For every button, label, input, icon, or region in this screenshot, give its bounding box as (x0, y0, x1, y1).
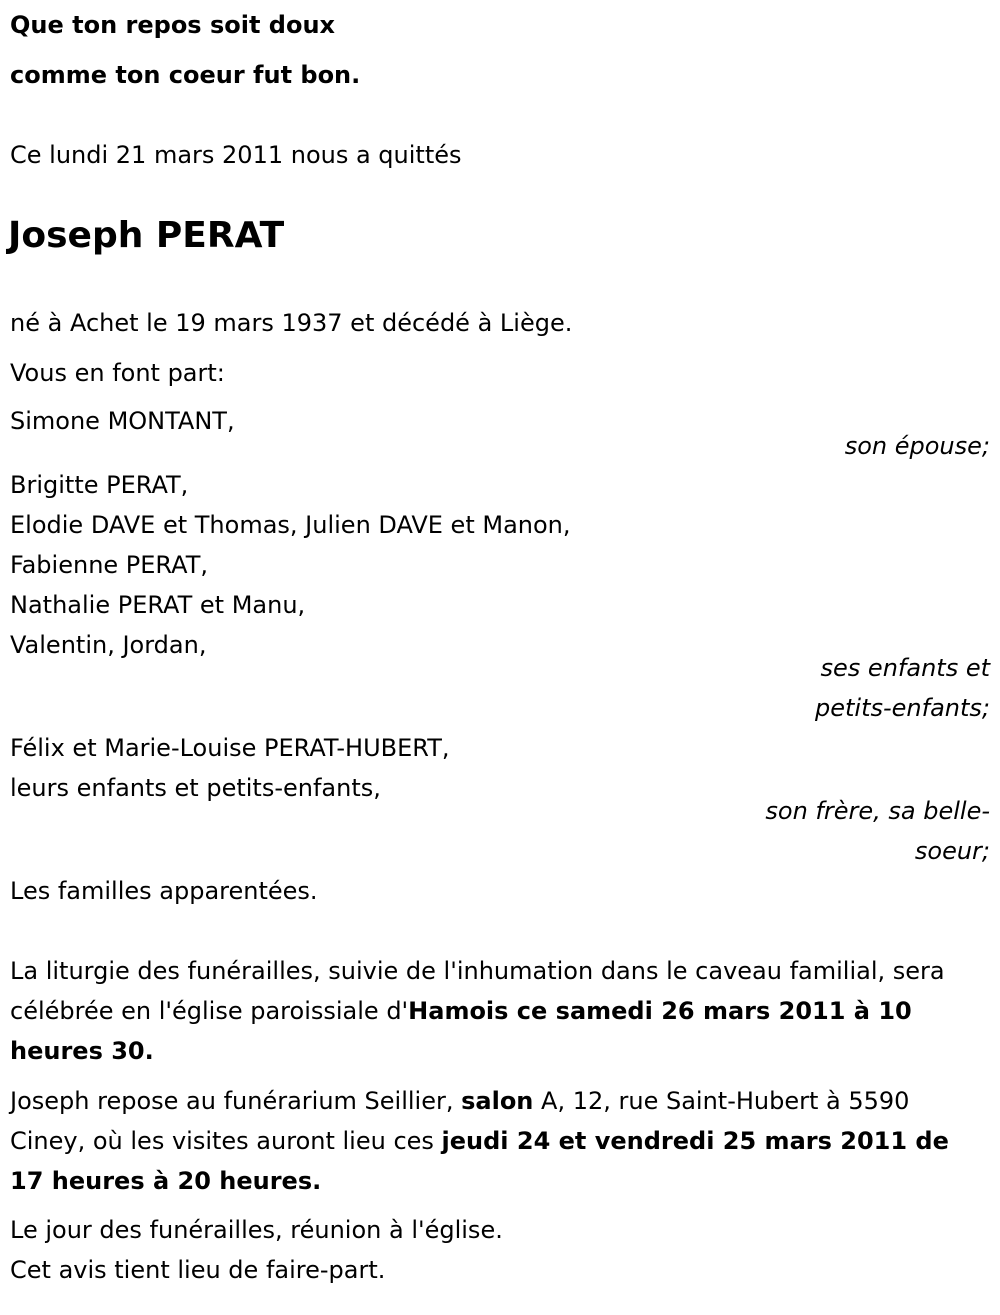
notice-text: Cet avis tient lieu de faire-part. (10, 1256, 386, 1284)
sibling-line: leurs enfants et petits-enfants, (10, 774, 381, 802)
sibling-relation (765, 791, 990, 871)
spouse-name: Simone MONTANT, (10, 407, 235, 435)
sibling-list (10, 728, 450, 808)
children-line: Nathalie PERAT et Manu, (10, 591, 306, 619)
rest-text-1: Joseph repose au funérarium Seillier, (10, 1087, 462, 1115)
children-line: Elodie DAVE et Thomas, Julien DAVE et Manon, (10, 511, 571, 539)
liturgy-text: La liturgie des funérailles, suivie de l'inhumation dans le caveau familial, sera célébrée en l'église paroissiale d' (10, 957, 945, 1025)
motto-line-2: comme ton coeur fut bon. (10, 61, 361, 89)
families-text: Les familles apparentées. (10, 877, 318, 905)
spouse-relation-text: son épouse; (844, 432, 990, 460)
rest-paragraph (10, 1081, 990, 1201)
liturgy-date: Hamois ce samedi 26 mars 2011 à 10 heures 30. (10, 997, 912, 1065)
children-line: Brigitte PERAT, (10, 471, 189, 499)
children-relation-line: ses enfants et (820, 654, 990, 682)
meeting-text: Le jour des funérailles, réunion à l'église. (10, 1216, 503, 1244)
liturgy-paragraph (10, 951, 990, 1071)
motto-line-1: Que ton repos soit doux (10, 11, 336, 39)
sibling-line: Félix et Marie-Louise PERAT-HUBERT, (10, 734, 450, 762)
intro-text: Ce lundi 21 mars 2011 nous a quittés (10, 141, 462, 169)
rest-salon: salon (461, 1087, 534, 1115)
deceased-name: Joseph PERAT (8, 215, 285, 256)
children-line: Valentin, Jordan, (10, 631, 207, 659)
announce-text: Vous en font part: (10, 359, 225, 387)
spouse-relation (845, 426, 990, 466)
children-relation-line: petits-enfants; (815, 694, 990, 722)
rest-visit-times: jeudi 24 et vendredi 25 mars 2011 de 17 heures à 20 heures. (10, 1127, 949, 1195)
rest-text-2: A, 12, rue Saint-Hubert à 5590 Ciney, où les visites auront lieu ces (10, 1087, 910, 1155)
children-relation (815, 648, 990, 728)
children-line: Fabienne PERAT, (10, 551, 208, 579)
sibling-relation-line: son frère, sa belle- (765, 797, 990, 825)
children-list (10, 465, 571, 665)
sibling-relation-line: soeur; (914, 837, 990, 865)
birth-death-text: né à Achet le 19 mars 1937 et décédé à Liège. (10, 309, 573, 337)
